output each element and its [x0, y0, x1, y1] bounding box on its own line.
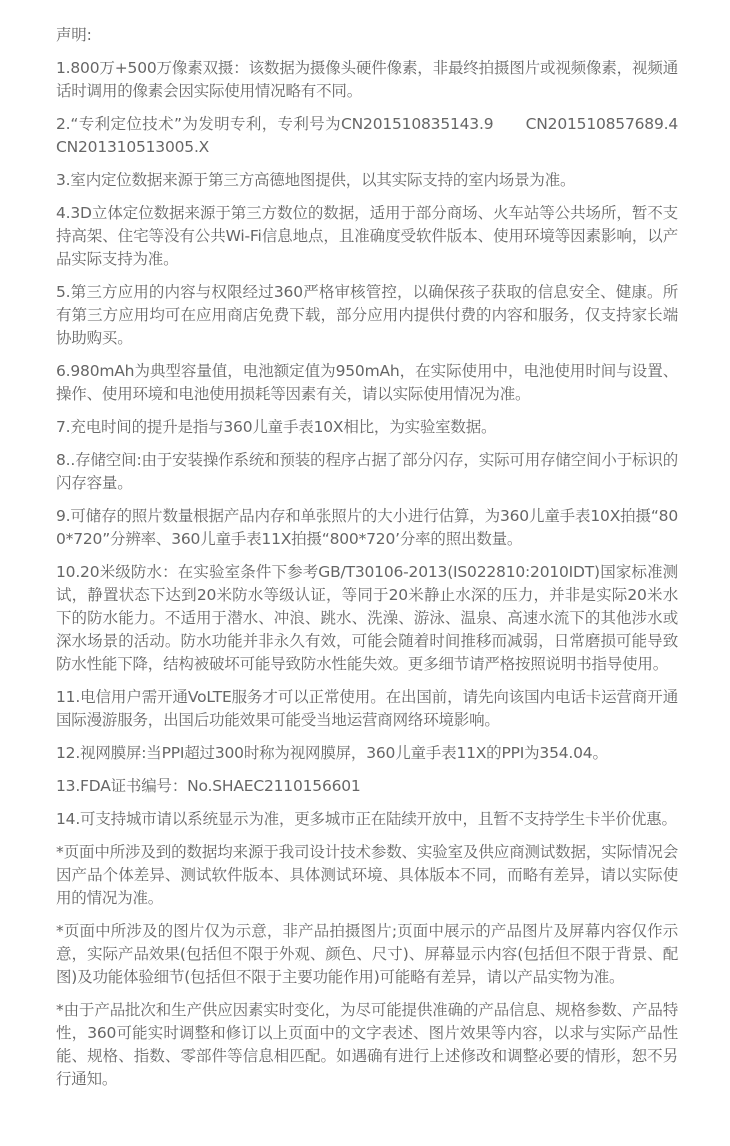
- disclaimer-note-images: *页面中所涉及的图片仅为示意，非产品拍摄图片;页面中展示的产品图片及屏幕内容仅作示意，实际产品效果(包括但不限于外观、颜色、尺寸)、屏幕显示内容(包括但不限于背景、配图)及功能体验细节(包括但不限于主要功能作用)可能略有差异，请以产品实物为准。: [56, 922, 678, 986]
- disclaimer-item-2: 2.“专利定位技术”为发明专利，专利号为CN201510835143.9 CN201510857689.4 CN201310513005.X: [56, 115, 694, 156]
- disclaimer-item-6: 6.980mAh为典型容量值，电池额定值为950mAh，在实际使用中，电池使用时间与设置、操作、使用环境和电池使用损耗等因素有关，请以实际使用情况为准。: [56, 362, 678, 403]
- disclaimer-item-5: 5.第三方应用的内容与权限经过360严格审核管控，以确保孩子获取的信息安全、健康。所有第三方应用均可在应用商店免费下载，部分应用内提供付费的内容和服务，仅支持家长端协助购买。: [56, 283, 678, 347]
- disclaimer-heading: 声明:: [56, 26, 92, 44]
- disclaimer-item-10: 10.20米级防水：在实验室条件下参考GB/T30106-2013(IS022810:2010IDT)国家标准测试，静置状态下达到20米防水等级认证，等同于20米静止水深的压力，并非是实际20米水下的防水能力。不适用于潜水、冲浪、跳水、洗澡、游泳、温泉、高速水流下的其他涉水或深水场景的活动。防水功能并非永久有效，可能会随着时间推移而减弱，日常磨损可能导致防水性能下降，结构被破坏可能导致防水性能失效。更多细节请严格按照说明书指导使用。: [56, 563, 678, 673]
- disclaimer-item-4: 4.3D立体定位数据来源于第三方数位的数据，适用于部分商场、火车站等公共场所，暂不支持高架、住宅等没有公共Wi-Fi信息地点，且准确度受软件版本、使用环境等因素影响，以产品实际支持为准。: [56, 204, 678, 268]
- disclaimer-note-changes: *由于产品批次和生产供应因素实时变化，为尽可能提供准确的产品信息、规格参数、产品特性，360可能实时调整和修订以上页面中的文字表述、图片效果等内容，以求与实际产品性能、规格、指数、零部件等信息相匹配。如遇确有进行上述修改和调整必要的情形，恕不另行通知。: [56, 1001, 678, 1088]
- disclaimer-item-11: 11.电信用户需开通VoLTE服务才可以正常使用。在出国前，请先向该国内电话卡运营商开通国际漫游服务，出国后功能效果可能受当地运营商网络环境影响。: [56, 688, 678, 729]
- disclaimer-document: [56, 24, 694, 1101]
- disclaimer-item-3: 3.室内定位数据来源于第三方高德地图提供，以其实际支持的室内场景为准。: [56, 171, 576, 189]
- disclaimer-note-data-source: *页面中所涉及到的数据均来源于我司设计技术参数、实验室及供应商测试数据，实际情况会因产品个体差异、测试软件版本、具体测试环境、具体版本不同，而略有差异，请以实际使用的情况为准。: [56, 843, 678, 907]
- disclaimer-item-14: 14.可支持城市请以系统显示为准，更多城市正在陆续开放中，且暂不支持学生卡半价优惠。: [56, 810, 677, 828]
- disclaimer-item-9: 9.可储存的照片数量根据产品内存和单张照片的大小进行估算，为360儿童手表10X拍摄“800*720”分辨率、360儿童手表11X拍摄“800*720’分率的照出数量。: [56, 507, 678, 548]
- disclaimer-item-1: 1.800万+500万像素双摄：该数据为摄像头硬件像素，非最终拍摄图片或视频像素，视频通话时调用的像素会因实际使用情况略有不同。: [56, 59, 678, 100]
- disclaimer-item-7: 7.充电时间的提升是指与360儿童手表10X相比，为实验室数据。: [56, 418, 497, 436]
- disclaimer-item-8: 8..存储空间:由于安装操作系统和预装的程序占据了部分闪存，实际可用存储空间小于标识的闪存容量。: [56, 451, 678, 492]
- disclaimer-item-12: 12.视网膜屏:当PPI超过300时称为视网膜屏，360儿童手表11X的PPI为354.04。: [56, 744, 608, 762]
- disclaimer-item-13: 13.FDA证书编号：No.SHAEC2110156601: [56, 777, 361, 795]
